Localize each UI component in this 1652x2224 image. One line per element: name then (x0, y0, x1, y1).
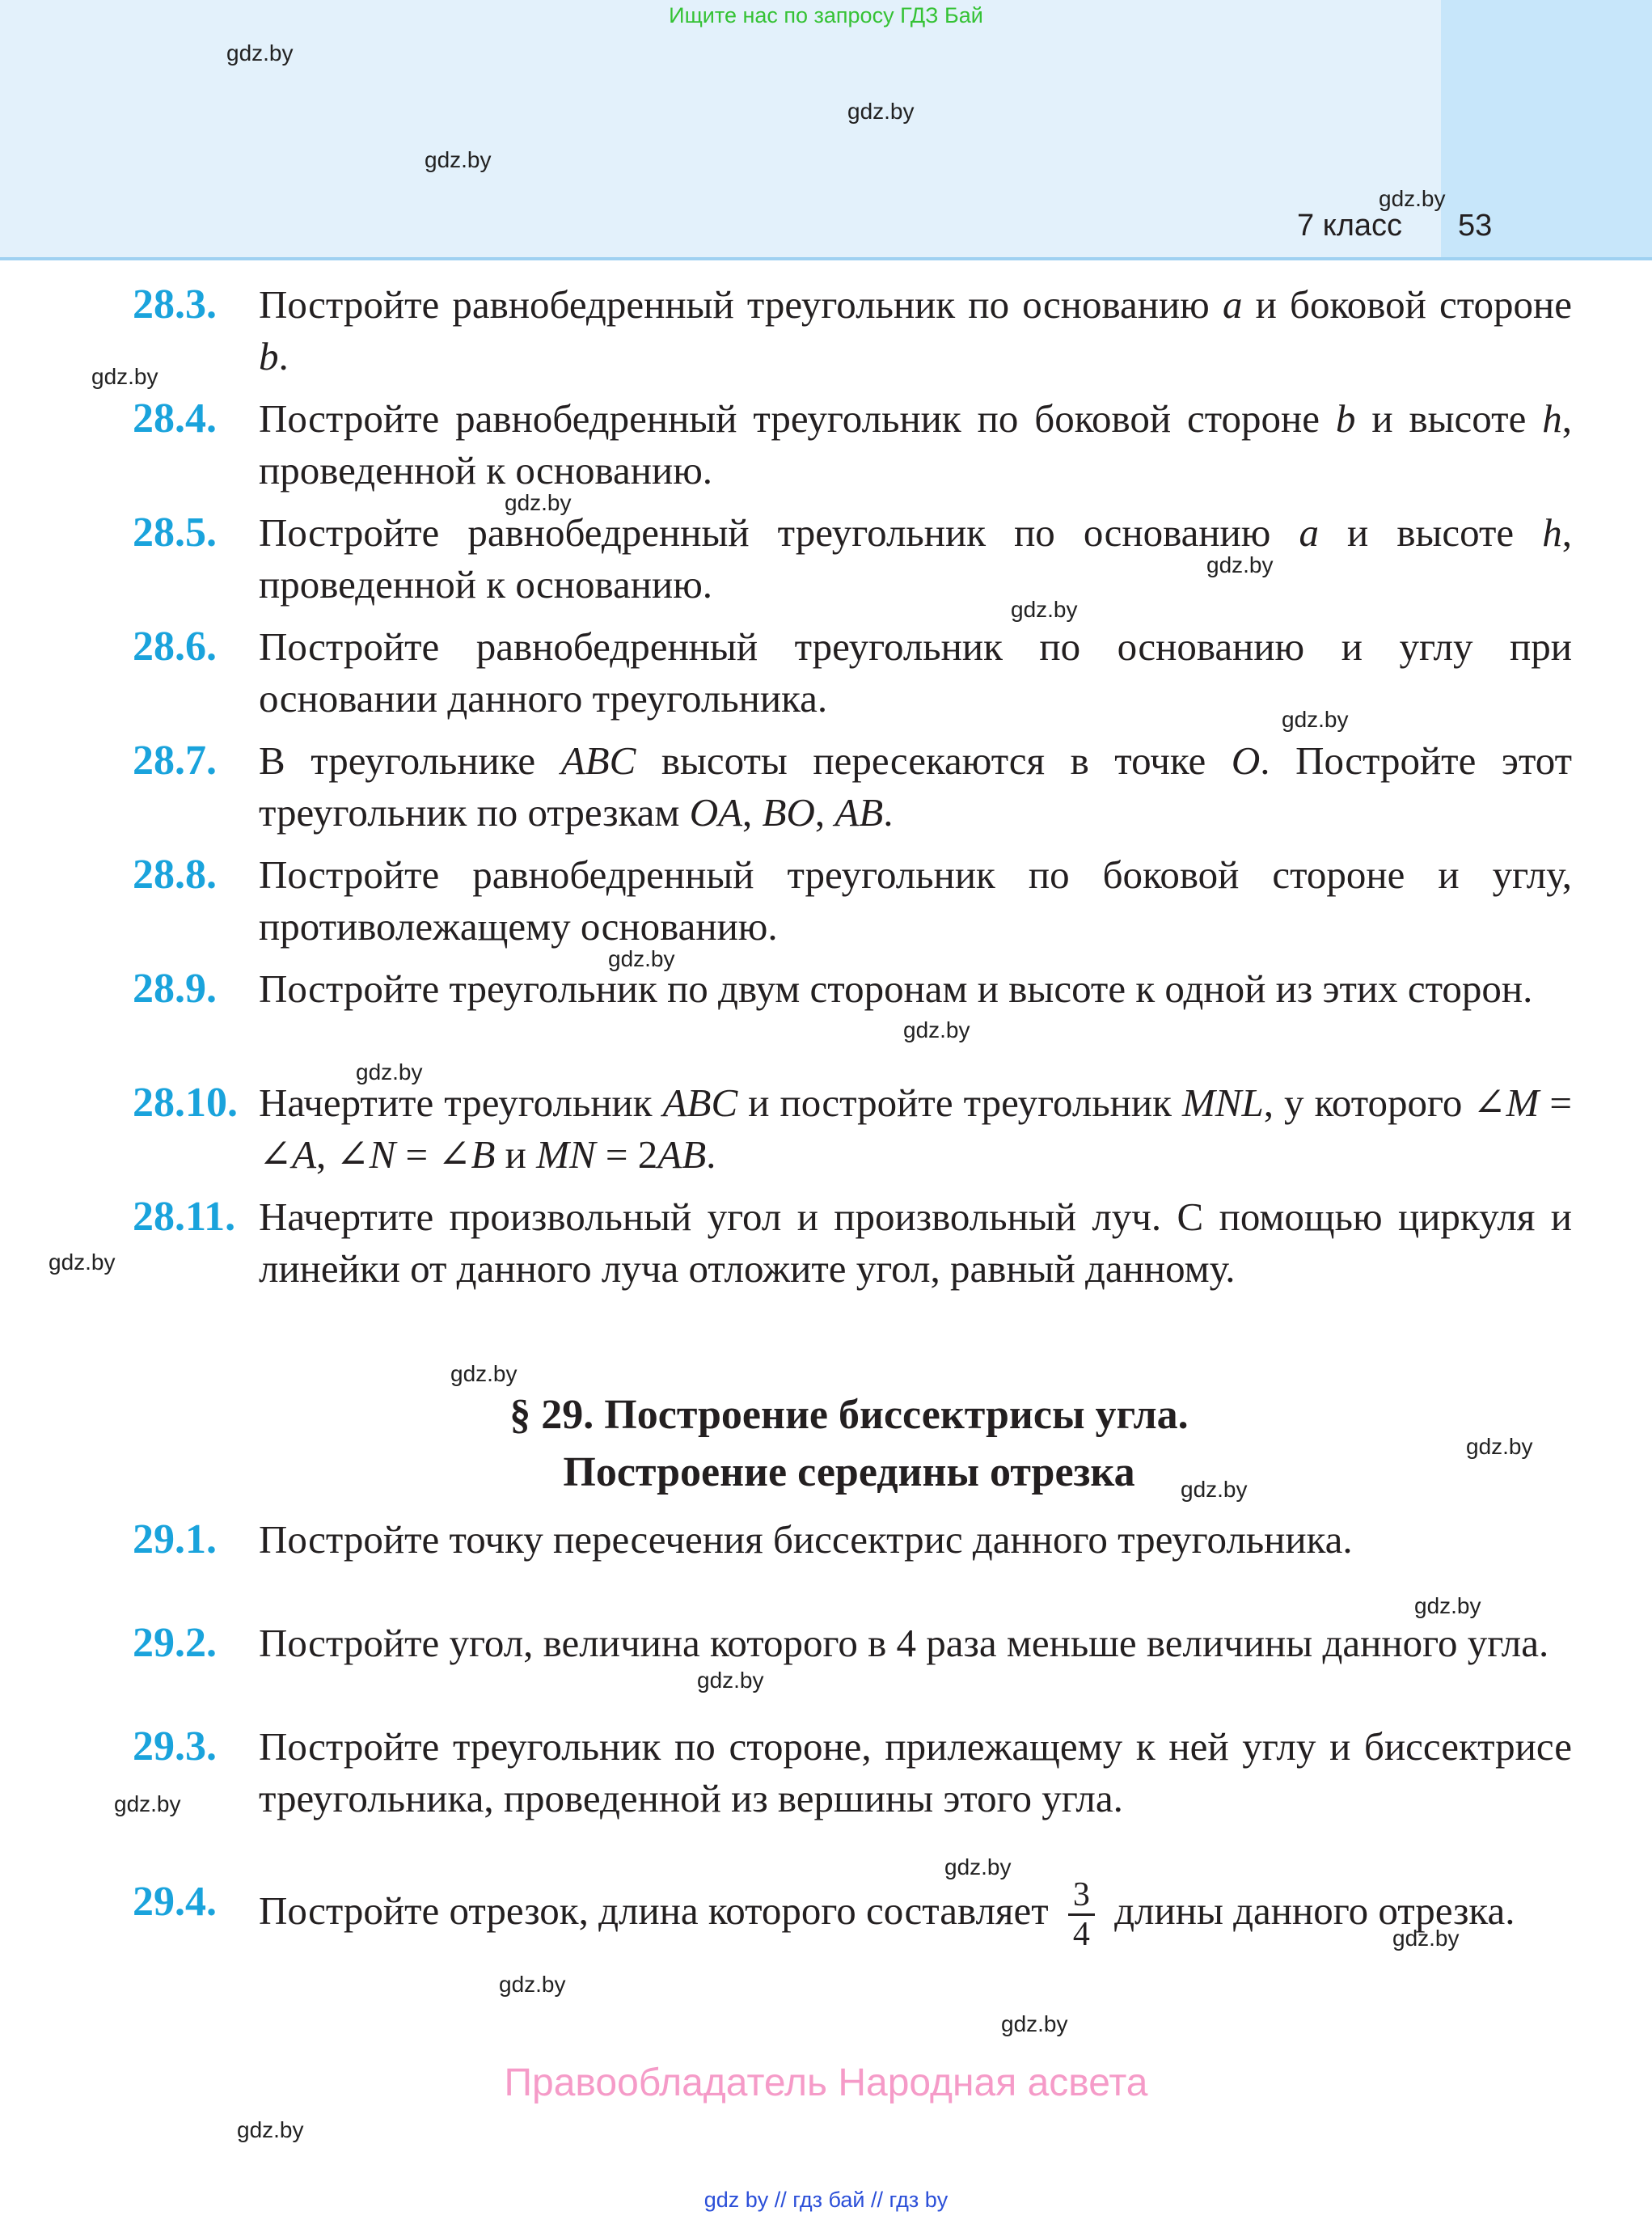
watermark: gdz.by (1466, 1434, 1533, 1459)
problem-text: Постройте равнобедренный треугольник по боковой стороне b и высоте h, проведенной к основанию. (259, 396, 1572, 493)
problem-text: Постройте треугольник по двум сторонам и высоте к одной из этих сторон. (259, 966, 1533, 1011)
watermark: gdz.by (114, 1791, 181, 1816)
grade-label: 7 класс (1297, 209, 1403, 243)
problem-number: 28.4. (133, 395, 217, 442)
watermark: gdz.by (226, 40, 294, 66)
watermark: gdz.by (1379, 186, 1446, 211)
watermark: gdz.by (608, 946, 675, 971)
top-banner[interactable]: Ищите нас по запросу ГДЗ Бай (669, 3, 983, 27)
problem-text: Постройте точку пересечения биссектрис данного треугольника. (259, 1517, 1353, 1562)
watermark: gdz.by (1414, 1593, 1481, 1618)
watermark: gdz.by (697, 1668, 764, 1693)
problem-text: Постройте угол, величина которого в 4 раза меньше величины данного угла. (259, 1621, 1549, 1665)
problem-number: 28.11. (133, 1194, 236, 1240)
watermark: gdz.by (425, 147, 492, 172)
problem-text (259, 1876, 1572, 1953)
problem-text-before: Постройте отрезок, длина которого составляет (259, 1888, 1058, 1933)
watermark: gdz.by (1001, 2011, 1068, 2036)
watermark: gdz.by (505, 490, 572, 515)
problem-text: Постройте равнобедренный треугольник по основанию a и боковой стороне b. (259, 282, 1573, 378)
problem-text: Постройте равнобедренный треугольник по боковой стороне и углу, противолежащему основанию. (259, 852, 1572, 949)
problem-number: 28.10. (133, 1080, 238, 1126)
watermark: gdz.by (903, 1017, 970, 1042)
problem-number: 28.6. (133, 624, 217, 670)
problem-number: 28.7. (133, 738, 217, 784)
footer-links[interactable]: gdz by // гдз бай // гдз by (703, 2188, 949, 2212)
section-subtitle: Построение середины отрезка (563, 1449, 1135, 1495)
problem-number: 29.2. (133, 1620, 217, 1666)
watermark: gdz.by (1011, 597, 1078, 622)
watermark: gdz.by (356, 1059, 423, 1085)
problem-text: Начертите произвольный угол и произвольный луч. С помощью циркуля и линейки от данного луча отложите угол, равный данному. (259, 1194, 1572, 1291)
problem-text-after: длины данного отрезка. (1104, 1888, 1515, 1933)
watermark: gdz.by (450, 1361, 518, 1386)
problem-number: 28.8. (133, 852, 217, 898)
fraction (1068, 1876, 1095, 1953)
copyright-notice: Правообладатель Народная асвета (504, 2061, 1148, 2104)
watermark: gdz.by (237, 2117, 304, 2142)
problem-number: 28.3. (133, 281, 217, 328)
problem-text: Постройте равнобедренный треугольник по основанию и углу при основании данного треугольника. (259, 624, 1572, 721)
header-band (0, 0, 1441, 257)
watermark: gdz.by (1206, 552, 1274, 577)
header-divider (0, 257, 1652, 260)
problem-number: 29.1. (133, 1516, 217, 1562)
watermark: gdz.by (944, 1854, 1012, 1879)
watermark: gdz.by (1392, 1926, 1460, 1951)
watermark: gdz.by (499, 1972, 566, 1997)
watermark: gdz.by (91, 364, 158, 389)
page-number: 53 (1458, 209, 1493, 243)
fraction-denominator: 4 (1072, 1916, 1090, 1953)
watermark: gdz.by (49, 1249, 116, 1275)
problem-number: 28.5. (133, 509, 217, 556)
problem-text: В треугольнике ABC высоты пересекаются в точке O. Постройте этот треугольник по отрезкам OA, BO, AB. (259, 738, 1572, 835)
problem-number: 28.9. (133, 966, 217, 1012)
watermark: gdz.by (1181, 1477, 1248, 1502)
problem-number: 29.4. (133, 1879, 217, 1925)
problem-number: 29.3. (133, 1723, 217, 1769)
fraction-numerator: 3 (1068, 1876, 1095, 1916)
problem-text: Начертите треугольник ABC и постройте треугольник MNL, у которого ∠M = ∠A, ∠N = ∠B и MN = 2AB. (259, 1080, 1572, 1177)
problem-text: Постройте треугольник по стороне, прилежащему к ней углу и биссектрисе треугольника, проведенной из вершины этого угла. (259, 1724, 1572, 1820)
watermark: gdz.by (847, 99, 915, 124)
problem-text: Постройте равнобедренный треугольник по основанию a и высоте h, проведенной к основанию. (259, 510, 1572, 607)
section-title: § 29. Построение биссектрисы угла. (509, 1392, 1189, 1438)
watermark: gdz.by (1282, 707, 1349, 732)
